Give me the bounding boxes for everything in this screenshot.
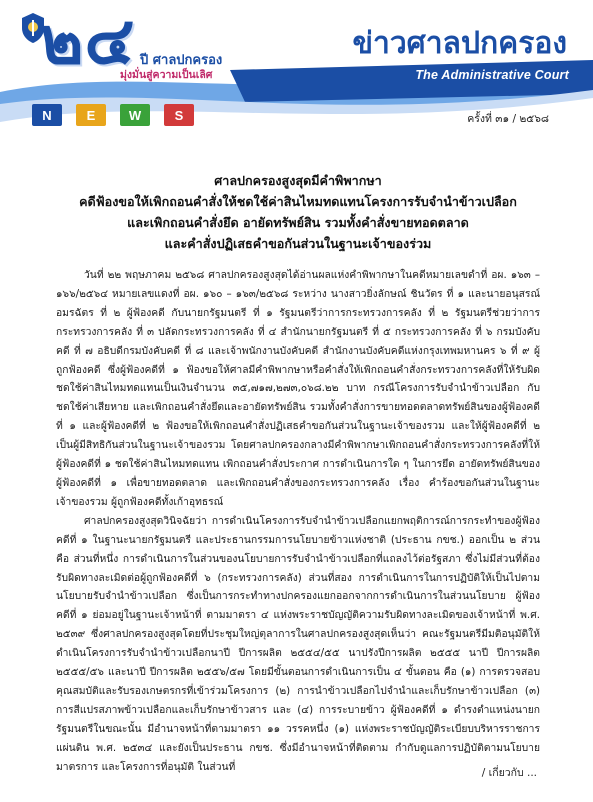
- article-title-line-1: ศาลปกครองสูงสุดมีคำพิพากษา: [214, 173, 382, 188]
- article-title-line-4: และคำสั่งปฏิเสธคำขอกันส่วนในฐานะเจ้าของร่วม: [164, 236, 432, 251]
- logo-line-2: มุ่งมั่นสู่ความเป็นเลิศ: [120, 69, 213, 81]
- article-body: [56, 266, 540, 776]
- article-paragraph-2: ศาลปกครองสูงสุดวินิจฉัยว่า การดำเนินโครงการรับจำนำข้าวเปลือกแยกพฤติการณ์การกระทำของผู้ฟ้องคดีที่ ๑ ในฐานะนายกรัฐมนตรี และประธานกรรมการนโยบายข้าวแห่งชาติ (ประธาน กขช.) ออกเป็น ๒ ส่วน คือ ส่วนที่หนึ่ง การดำเนินการในส่วนของนโยบายการรับจำนำข้าวเปลือกที่แถลงไว้ต่อรัฐสภา ซึ่งไม่มีส่วนที่ต้องรับผิดทางละเมิดต่อผู้ถูกฟ้องคดีที่ ๖ (กระทรวงการคลัง) ส่วนที่สอง การดำเนินการในการปฏิบัติให้เป็นไปตามนโยบายรับจำนำข้าวเปลือก ซึ่งเป็นการกระทำทางปกครองแยกออกจากการดำเนินการในส่วนนโยบาย ผู้ฟ้องคดีที่ ๑ ย่อมอยู่ในฐานะเจ้าหน้าที่ ตามมาตรา ๔ แห่งพระราชบัญญัติความรับผิดทางละเมิดของเจ้าหน้าที่ พ.ศ. ๒๕๓๙ ซึ่งศาลปกครองสูงสุดโดยที่ประชุมใหญ่ตุลาการในศาลปกครองสูงสุดเห็นว่า คณะรัฐมนตรีมีมติอนุมัติให้ดำเนินโครงการรับจำนำข้าวเปลือกนาปี ปีการผลิต ๒๕๕๔/๕๕ นาปรังปีการผลิต ๒๕๕๕ นาปี ปีการผลิต ๒๕๕๕/๕๖ และนาปี ปีการผลิต ๒๕๕๖/๕๗ โดยมีขั้นตอนการดำเนินการเป็น ๔ ขั้นตอน คือ (๑) การตรวจสอบคุณสมบัติและรับรองเกษตรกรที่เข้าร่วมโครงการ (๒) การนำข้าวเปลือกไปจำนำและเก็บรักษาข้าวเปลือก (๓) การสีแปรสภาพข้าวเปลือกและเก็บรักษาข้าวสาร และ (๔) การระบายข้าว ผู้ฟ้องคดีที่ ๑ ดำรงตำแหน่งนายกรัฐมนตรีในขณะนั้น มีอำนาจหน้าที่ตามมาตรา ๑๑ วรรคหนึ่ง (๑) แห่งพระราชบัญญัติระเบียบบริหารราชการแผ่นดิน พ.ศ. ๒๕๓๔ และยังเป็นประธาน กขช. ซึ่งมีอำนาจหน้าที่ติดตาม กำกับดูแลการปฏิบัติตามนโยบาย มาตรการ และโครงการที่อนุมัติ ในส่วนที่: [56, 514, 540, 773]
- anniversary-number: ๒๔: [40, 2, 136, 79]
- newsletter-header: [0, 0, 593, 140]
- issue-number: ครั้งที่ ๓๑ / ๒๕๖๘: [467, 113, 549, 125]
- news-letter-e: E: [76, 104, 106, 126]
- article-title-line-2: คดีฟ้องขอให้เพิกถอนคำสั่งให้ชดใช้ค่าสินไหมทดแทนโครงการรับจำนำข้าวเปลือก: [79, 194, 517, 209]
- logo-line-1: ปี ศาลปกครอง: [140, 53, 223, 68]
- news-letter-s: S: [164, 104, 194, 126]
- anniversary-logo: [10, 2, 240, 116]
- article: [56, 170, 540, 776]
- continued-note: / เกี่ยวกับ ...: [481, 767, 537, 779]
- news-letter-n: N: [32, 104, 62, 126]
- newsletter-title: ข่าวศาลปกครอง: [352, 26, 567, 61]
- article-title-line-3: และเพิกถอนคำสั่งยึด อายัดทรัพย์สิน รวมทั้งคำสั่งขายทอดตลาด: [127, 215, 469, 230]
- article-paragraph-1: วันที่ ๒๒ พฤษภาคม ๒๕๖๘ ศาลปกครองสูงสุดได้อ่านผลแห่งคำพิพากษาในคดีหมายเลขดำที่ อผ. ๑๖๓ – ๑๖๖/๒๕๖๔ หมายเลขแดงที่ อผ. ๑๖๐ – ๑๖๓/๒๕๖๘ ระหว่าง นางสาวยิ่งลักษณ์ ชินวัตร ที่ ๑ และนายอนุสรณ์ อมรฉัตร ที่ ๒ ผู้ฟ้องคดี กับนายกรัฐมนตรี ที่ ๑ รัฐมนตรีว่าการกระทรวงการคลัง ที่ ๒ รัฐมนตรีช่วยว่าการกระทรวงการคลัง ที่ ๓ ปลัดกระทรวงการคลัง ที่ ๔ สำนักนายกรัฐมนตรี ที่ ๕ กระทรวงการคลัง ที่ ๖ กรมบังคับคดี ที่ ๗ อธิบดีกรมบังคับคดี ที่ ๘ และเจ้าพนักงานบังคับคดี สำนักงานบังคับคดีแห่งกรุงเทพมหานคร ๖ ที่ ๙ ผู้ถูกฟ้องคดี ซึ่งผู้ฟ้องคดีที่ ๑ ฟ้องขอให้ศาลมีคำพิพากษาหรือคำสั่งให้เพิกถอนคำสั่งกระทรวงการคลังที่ให้รับผิดชดใช้ค่าสินไหมทดแทนเป็นเงินจำนวน ๓๕,๗๑๗,๒๗๓,๐๖๘.๒๒ บาท กรณีโครงการรับจำนำข้าวเปลือก กับชดใช้ค่าเสียหาย และเพิกถอนคำสั่งยึดและอายัดทรัพย์สิน รวมทั้งคำสั่งการขายทอดตลาดทรัพย์สินของผู้ฟ้องคดีที่ ๑ และผู้ฟ้องคดีที่ ๒ ฟ้องขอให้เพิกถอนคำสั่งปฏิเสธคำขอกันส่วนในฐานะเจ้าของรวม และให้ผู้ฟ้องคดีที่ ๒ เป็นผู้มีสิทธิกันส่วนในฐานะเจ้าของรวม โดยศาลปกครองกลางมีคำพิพากษาเพิกถอนคำสั่งกระทรวงการคลังที่ให้ผู้ฟ้องคดีที่ ๑ ชดใช้ค่าสินไหมทดแทน เพิกถอนคำสั่งประกาศ การดำเนินการใด ๆ ในการยึด อายัดทรัพย์สินของผู้ฟ้องคดีที่ ๑ เพื่อขายทอดตลาด และเพิกถอนคำสั่งของกระทรวงการคลัง เรื่อง คำร้องขอกันส่วนในฐานะเจ้าของรวม ผู้ถูกฟ้องคดีทั้งเก้าอุทธรณ์: [56, 269, 540, 508]
- news-letter-w: W: [120, 104, 150, 126]
- news-letter-boxes: [32, 104, 194, 126]
- banner-english-title: The Administrative Court: [415, 68, 569, 82]
